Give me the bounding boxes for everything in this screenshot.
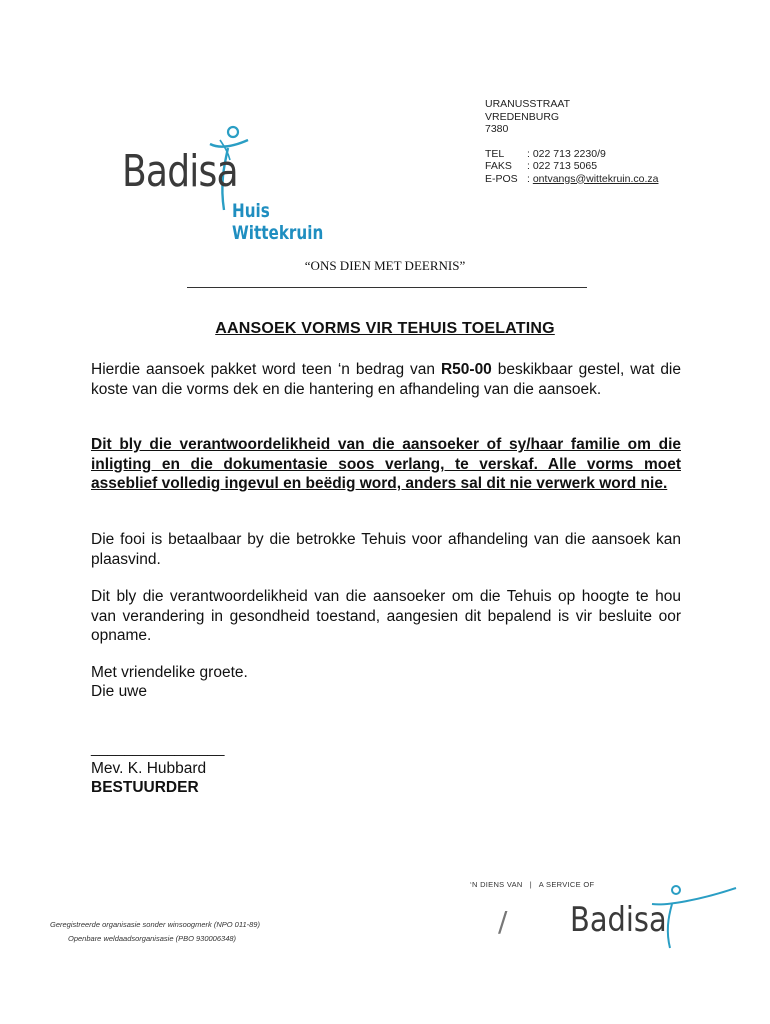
signer-name: Mev. K. Hubbard xyxy=(91,760,207,777)
contact-email-label: E-POS xyxy=(485,172,518,185)
contact-tel-value: : 022 713 2230/9 xyxy=(527,147,606,160)
contact-tel-label: TEL xyxy=(485,147,505,160)
address-street: URANUSSTRAAT xyxy=(485,98,570,110)
page-title: AANSOEK VORMS VIR TEHUIS TOELATING xyxy=(215,320,555,337)
address-block xyxy=(485,98,658,185)
motto: “ONS DIEN MET DEERNIS” xyxy=(304,258,466,273)
contact-fax xyxy=(485,160,658,173)
contact-email-prefix: : xyxy=(527,172,533,185)
footer-slash: / xyxy=(498,905,508,938)
paragraph-fee xyxy=(91,360,681,399)
header-logo xyxy=(120,118,360,244)
signer-title: BESTUURDER xyxy=(91,779,199,796)
footer-logo-brand: Badisa xyxy=(570,900,667,940)
paragraph-responsibility-notice: Dit bly die verantwoordelikheid van die aansoeker of sy/haar familie om die inligting en die dokumentasie soos verlang, te verskaf. Alle vorms moet asseblief volledig ingevul en beëdig word, anders sal dit nie verwerk word nie. xyxy=(91,436,681,492)
registration-npo: Geregistreerde organisasie sonder winsoogmerk (NPO 011-89) xyxy=(50,920,260,929)
registration-pbo: Openbare weldaadsorganisasie (PBO 930006348) xyxy=(68,934,237,943)
logo-subtitle: Huis Wittekruin xyxy=(232,200,324,244)
address-postal-code: 7380 xyxy=(485,123,509,135)
logo-brand: Badisa xyxy=(122,146,238,197)
paragraph-health-updates: Dit bly die verantwoordelikheid van die aansoeker om die Tehuis op hoogte te hou van verandering in gesondheid toestand, aangesien dit bepalend is vir besluite oor opname. xyxy=(91,588,681,644)
footer-logo xyxy=(570,882,750,952)
contact-tel xyxy=(485,148,658,161)
contact-email xyxy=(485,173,658,186)
header-divider xyxy=(187,287,587,288)
paragraph-fee-start: Hierdie aansoek pakket word teen ‘n bedrag van xyxy=(91,361,441,378)
paragraph-fee-payable: Die fooi is betaalbaar by die betrokke Tehuis voor afhandeling van die aansoek kan plaasvind. xyxy=(91,531,681,568)
paragraph-fee-end: beskikbaar gestel, wat die koste van die vorms dek en die hantering en afhandeling van die aansoek. xyxy=(91,361,681,398)
signature-line: ________________ xyxy=(91,740,225,757)
service-label: ‘N DIENS VAN | A SERVICE OF xyxy=(470,880,595,889)
closing-yours: Die uwe xyxy=(91,683,147,700)
closing-greeting: Met vriendelike groete. xyxy=(91,664,248,681)
address-town: VREDENBURG xyxy=(485,110,560,123)
contact-fax-value: : 022 713 5065 xyxy=(527,160,598,172)
email-link[interactable]: ontvangs@wittekruin.co.za xyxy=(532,172,659,185)
contact-fax-label: FAKS xyxy=(485,160,512,172)
fee-amount: R50-00 xyxy=(440,361,492,378)
